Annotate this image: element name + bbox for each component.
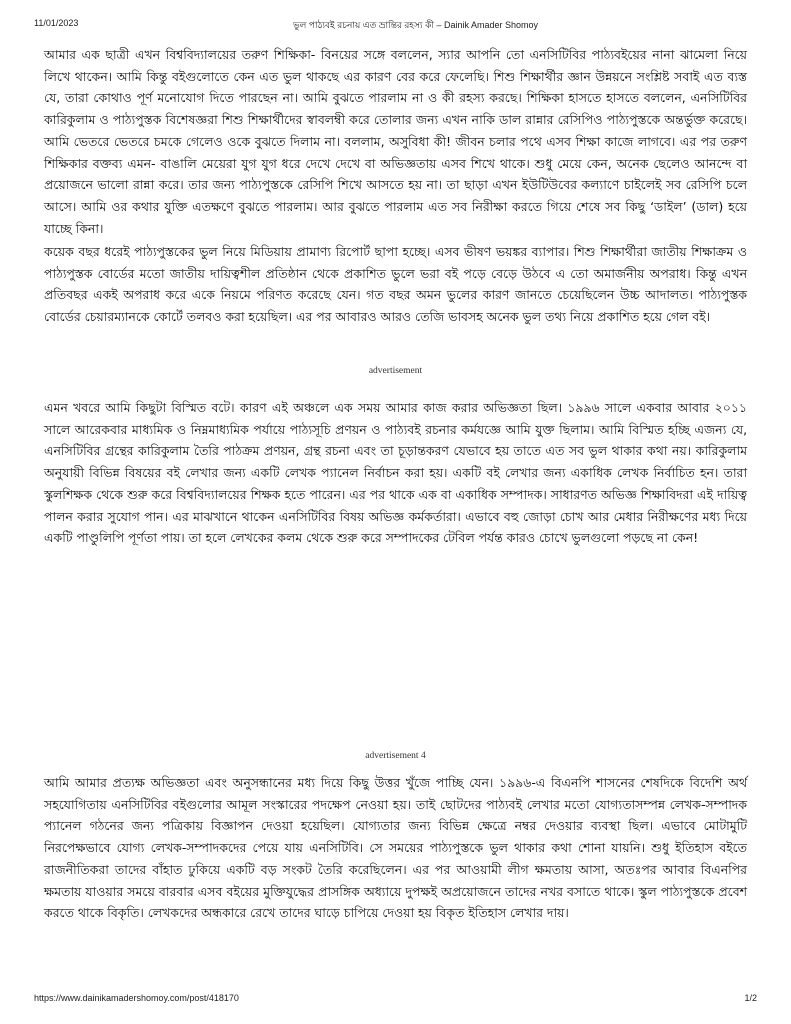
paragraph-text: এমন খবরে আমি কিছুটা বিস্মিত বটে। কারণ এই অঞ্চলে এক সময় আমার কাজ করার অভিজ্ঞতা ছিল। ১৯৯৬ সালে একবার আবার ২০১১ সালে আরেকবার মাধ্যমিক ও নিম্নমাধ্যমিক পর্যায়ে পাঠ্যসূচি প্রণয়ন ও পাঠ্যবই রচনার কর্মযজ্ঞে আমি যুক্ত ছিলাম। আমি বিস্মিত হচ্ছি এজন্য যে, এনসিটিবির গ্রন্থের কারিকুলাম তৈরি পাঠক্রম প্রণয়ন, গ্রন্থ রচনা এবং তা চূড়ান্তকরণ যেভাবে হয় তাতে এত সব ভুল থাকার কথা নয়। কারিকুলাম অনুযায়ী বিভিন্ন বিষয়ের বই লেখার জন্য একটি লেখক প্যানেল নির্বাচন করা হয়। একটি বই লেখার জন্য একাধিক লেখক নির্বাচিত হন। তারা স্কুলশিক্ষক থেকে শুরু করে বিশ্ববিদ্যালয়ের শিক্ষক হতে পারেন। এর পর থাকে এক বা একাধিক সম্পাদক। সাধারণত অভিজ্ঞ শিক্ষাবিদরা এই দায়িত্ব পালন করার সুযোগ পান। এর মাঝখানে থাকেন এনসিটিবির বিষয় অভিজ্ঞ কর্মকর্তারা। এভাবে বহু জোড়া চোখ আর মেধার নিরীক্ষণের মধ্য দিয়ে একটি পাণ্ডুলিপি পূর্ণতা পায়। তা হলে লেখকের কলম থেকে শুরু করে সম্পাদকের টেবিল পর্যন্ত কারও চোখে ভুলগুলো পড়ছে না কেন! bbox=[44, 400, 747, 546]
article-paragraph bbox=[44, 397, 747, 549]
paragraph-text: আমি আমার প্রত্যক্ষ অভিজ্ঞতা এবং অনুসন্ধানের মধ্য দিয়ে কিছু উত্তর খুঁজে পাচ্ছি যেন। ১৯৯৬-এ বিএনপি শাসনের শেষদিকে বিদেশি অর্থ সহযোগিতায় এনসিটিবির বইগুলোর আমূল সংস্কারের পদক্ষেপ নেওয়া হয়। তাই ছোটদের পাঠ্যবই লেখার মতো যোগ্যতাসম্পন্ন লেখক-সম্পাদক প্যানেল গঠনের জন্য পত্রিকায় বিজ্ঞাপন দেওয়া হয়েছিল। যোগ্যতার জন্য বিভিন্ন ক্ষেত্রে নম্বর দেওয়ার ব্যবস্থা ছিল। এভাবে মোটামুটি নিরপেক্ষভাবে যোগ্য লেখক-সম্পাদকদের পেয়ে যায় এনসিটিবি। সে সময়ের পাঠ্যপুস্তকে ভুল থাকার কথা শোনা যায়নি। শুধু ইতিহাস বইতে রাজনীতিকরা তাদের বাঁহাত ঢুকিয়ে একটি বড় সংকট তৈরি করেছিলেন। এর পর আওয়ামী লীগ ক্ষমতায় আসা, অতঃপর আবার বিএনপির ক্ষমতায় যাওয়ার সময়ে বারবার এসব বইয়ের মুক্তিযুদ্ধের প্রাসঙ্গিক অধ্যায়ে দুপক্ষই অপ্রয়োজনে তাদের নখর বসাতে থাকে। স্কুল পাঠ্যপুস্তকে প্রবেশ করতে থাকে বিকৃতি। লেখকদের অন্ধকারে রেখে তাদের ঘাড়ে চাপিয়ে দেওয়া হয় বিকৃত ইতিহাস লেখার দায়। bbox=[44, 775, 747, 921]
article-paragraph bbox=[44, 241, 747, 328]
page-title: ভুল পাঠ্যবই রচনায় এত ভ্রান্তির রহস্য কী – Dainik Amader Shomoy bbox=[292, 20, 539, 30]
advertisement-label: advertisement bbox=[368, 366, 423, 376]
page-number: 1/2 bbox=[744, 993, 757, 1003]
page-url[interactable]: https://www.dainikamadershomoy.com/post/418170 bbox=[34, 993, 239, 1003]
print-header bbox=[0, 18, 791, 32]
advertisement-label: advertisement 4 bbox=[365, 751, 426, 761]
print-date: 11/01/2023 bbox=[34, 18, 79, 28]
paragraph-text: আমার এক ছাত্রী এখন বিশ্ববিদ্যালয়ের তরুণ শিক্ষিকা- বিনয়ের সঙ্গে বললেন, স্যার আপনি তো এনসিটিবির পাঠ্যবইয়ের নানা ঝামেলা নিয়ে লিখে থাকেন। আমি কিন্তু বইগুলোতে কেন এত ভুল থাকছে এর কারণ বের করে ফেলেছি। শিশু শিক্ষার্থীর জ্ঞান উন্নয়নে সংশ্লিষ্ট সবাই এত ব্যস্ত যে, তারা কোথাও পূর্ণ মনোযোগ দিতে পারছেন না। আমি বুঝতে পারলাম না ও কী রহস্য করছে। শিক্ষিকা হাসতে হাসতে বললেন, এনসিটিবির কারিকুলাম ও পাঠ্যপুস্তক বিশেষজ্ঞরা শিশু শিক্ষার্থীদের স্বাবলম্বী করে তোলার জন্য এখন নাকি ডাল রান্নার রেসিপিও পাঠ্যপুস্তকে অন্তর্ভুক্ত করেছে। আমি ভেতরে ভেতরে চমকে গেলেও ওকে বুঝতে দিলাম না। বললাম, অসুবিধা কী! জীবন চলার পথে এসব শিক্ষা কাজে লাগবে। এর পর তরুণ শিক্ষিকার বক্তব্য এমন- বাঙালি মেয়েরা যুগ যুগ ধরে দেখে দেখে বা অভিজ্ঞতায় এসব শিখে থাকে। শুধু মেয়ে কেন, অনেক ছেলেও আনন্দে বা প্রয়োজনে ভালো রান্না করে। তার জন্য পাঠ্যপুস্তকে রেসিপি শিখে আসতে হয় না। তা ছাড়া এখন ইউটিউবের কল্যাণে চাইলেই সব রেসিপি চলে আসে। আমি ওর কথার যুক্তি এতক্ষণে বুঝতে পারলাম। আর বুঝতে পারলাম এত সব নিরীক্ষা করতে গিয়ে শেষে সব কিছু ‘ডাইল’ (ডাল) হয়ে যাচ্ছে কিনা। bbox=[44, 47, 747, 236]
paragraph-text: কয়েক বছর ধরেই পাঠ্যপুস্তকের ভুল নিয়ে মিডিয়ায় প্রামাণ্য রিপোর্ট ছাপা হচ্ছে। এসব ভীষণ ভয়ঙ্কর ব্যাপার। শিশু শিক্ষার্থীরা জাতীয় শিক্ষাক্রম ও পাঠ্যপুস্তক বোর্ডের মতো জাতীয় দায়িত্বশীল প্রতিষ্ঠান থেকে প্রকাশিত ভুলে ভরা বই পড়ে বেড়ে উঠবে এ তো অমার্জনীয় অপরাধ। কিন্তু এখন প্রতিবছর একই অপরাধ করে একে নিয়মে পরিণত করেছে যেন। গত বছর অমন ভুলের কারণ জানতে চেয়েছিলেন উচ্চ আদালত। পাঠ্যপুস্তক বোর্ডের চেয়ারম্যানকে কোর্টে তলবও করা হয়েছিল। এর পর আবারও আরও তেজি ভাবসহ অনেক ভুল তথ্য নিয়ে প্রকাশিত হয়ে গেল বই। bbox=[44, 244, 747, 325]
article-paragraph bbox=[44, 44, 747, 239]
article-paragraph bbox=[44, 772, 747, 924]
